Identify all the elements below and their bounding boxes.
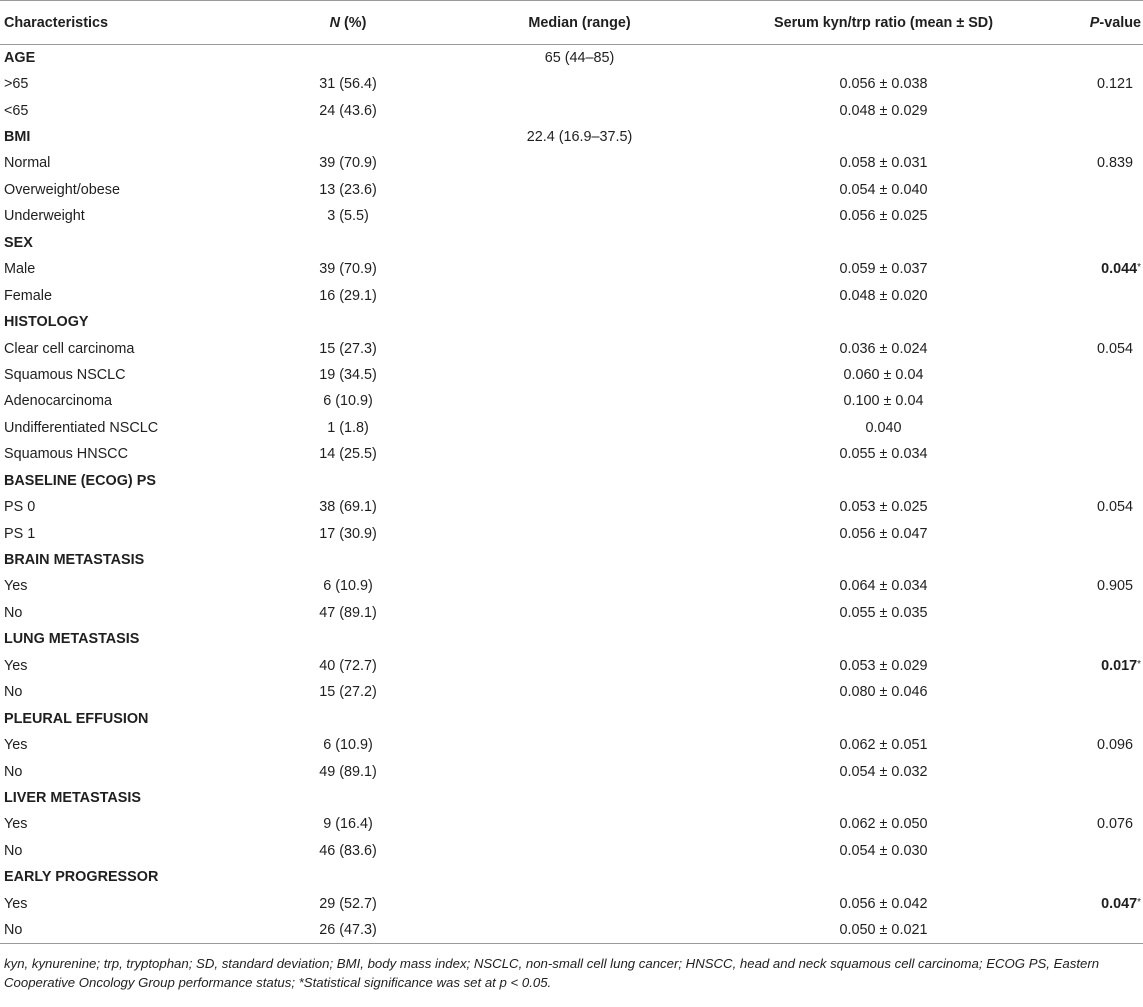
table-row [0, 811, 1143, 837]
table-row [0, 732, 1143, 758]
n-percent-cell [243, 626, 453, 652]
n-percent-cell: 26 (47.3) [243, 917, 453, 943]
kyn-trp-ratio-cell: 0.040 [865, 419, 902, 436]
kyn-trp-ratio-cell: 0.036 ± 0.024 [839, 340, 928, 357]
row-label: Overweight/obese [4, 181, 120, 198]
n-percent-cell: 40 (72.7) [319, 657, 377, 674]
table-row [0, 203, 1143, 229]
n-percent-cell: 49 (89.1) [319, 763, 377, 780]
p-value-cell: 0.096 [1096, 737, 1133, 754]
section-label: BMI [4, 129, 31, 146]
row-label: Adenocarcinoma [4, 393, 112, 410]
p-value-cell [1061, 917, 1143, 943]
p-value-cell [1061, 177, 1143, 203]
section-header-row [0, 626, 1143, 652]
section-label: SEX [4, 234, 33, 251]
kyn-trp-ratio-cell [706, 626, 1061, 652]
section-header-row [0, 785, 1143, 811]
row-label: No [4, 604, 23, 621]
row-label: Yes [4, 737, 28, 754]
median-range-cell [453, 256, 706, 282]
row-label: Underweight [4, 208, 85, 225]
p-value-cell [1061, 785, 1143, 811]
n-percent-cell: 15 (27.2) [319, 684, 377, 701]
p-value-cell [1061, 282, 1143, 308]
p-value-significant: 0.017 [1101, 657, 1138, 674]
section-header-row [0, 45, 1143, 71]
median-range-cell: 65 (44–85) [544, 49, 615, 66]
p-value-cell: 0.839 [1096, 155, 1133, 172]
n-percent-cell: 14 (25.5) [319, 446, 377, 463]
p-value-cell [1061, 520, 1143, 546]
table-row [0, 415, 1143, 441]
kyn-trp-ratio-cell: 0.050 ± 0.021 [706, 917, 1061, 943]
kyn-trp-ratio-cell: 0.056 ± 0.047 [839, 525, 928, 542]
median-range-cell [453, 864, 706, 890]
p-value-cell [1061, 600, 1143, 626]
median-range-cell: 22.4 (16.9–37.5) [526, 129, 633, 146]
p-value-cell [1061, 653, 1143, 679]
row-label: Yes [4, 816, 28, 833]
n-percent-cell [243, 785, 453, 811]
kyn-trp-ratio-cell: 0.054 ± 0.032 [839, 763, 928, 780]
table-row [0, 917, 1143, 943]
table-header [0, 1, 1143, 45]
median-range-cell [453, 811, 706, 837]
table-row [0, 520, 1143, 546]
n-percent-cell: 29 (52.7) [319, 895, 377, 912]
section-label: HISTOLOGY [4, 314, 89, 331]
table-row [0, 150, 1143, 176]
row-label: Female [4, 287, 52, 304]
median-range-cell [453, 917, 706, 943]
kyn-trp-ratio-cell: 0.062 ± 0.050 [839, 816, 928, 833]
n-percent-cell [243, 547, 453, 573]
p-value-cell [1061, 230, 1143, 256]
median-range-cell [453, 441, 706, 467]
median-range-cell [453, 891, 706, 917]
n-percent-cell: 16 (29.1) [319, 287, 377, 304]
section-header-row [0, 705, 1143, 731]
section-label: AGE [4, 49, 36, 66]
table-row [0, 653, 1143, 679]
row-label: No [4, 842, 23, 859]
row-label: Normal [4, 155, 51, 172]
median-range-cell [453, 705, 706, 731]
row-label: Yes [4, 895, 28, 912]
p-value-cell: 0.054 [1096, 340, 1133, 357]
median-range-cell [453, 573, 706, 599]
p-value-cell [1061, 415, 1143, 441]
p-value-cell [1061, 705, 1143, 731]
section-header-row [0, 864, 1143, 890]
kyn-trp-ratio-cell: 0.060 ± 0.04 [843, 366, 924, 383]
table-row [0, 838, 1143, 864]
p-value-cell [1061, 679, 1143, 705]
median-range-cell [453, 388, 706, 414]
kyn-trp-ratio-cell [706, 230, 1061, 256]
header-n-percent [243, 1, 453, 45]
n-percent-cell [243, 468, 453, 494]
significance-marker: * [1137, 262, 1141, 274]
median-range-cell [453, 679, 706, 705]
kyn-trp-ratio-cell: 0.056 ± 0.025 [839, 208, 928, 225]
header-p-value [1061, 1, 1143, 45]
n-percent-cell: 17 (30.9) [319, 525, 377, 542]
median-range-cell [453, 230, 706, 256]
p-value-cell [1061, 547, 1143, 573]
median-range-cell [453, 653, 706, 679]
median-range-cell [453, 758, 706, 784]
row-label: Yes [4, 578, 28, 595]
row-label: Yes [4, 657, 28, 674]
median-range-cell [453, 203, 706, 229]
n-percent-cell: 46 (83.6) [319, 842, 377, 859]
significance-marker: * [1137, 896, 1141, 908]
median-range-cell [453, 600, 706, 626]
n-percent-cell: 3 (5.5) [327, 208, 369, 225]
n-percent-cell: 1 (1.8) [327, 419, 369, 436]
n-percent-cell [243, 309, 453, 335]
n-percent-cell: 9 (16.4) [323, 816, 373, 833]
p-value-cell: 0.905 [1096, 578, 1133, 595]
p-value-cell [1061, 362, 1143, 388]
header-row [0, 1, 1143, 45]
row-label: <65 [4, 102, 29, 119]
row-label: Male [4, 261, 36, 278]
p-value-cell [1061, 891, 1143, 917]
n-percent-cell: 31 (56.4) [319, 76, 377, 93]
header-n-rest: (%) [340, 14, 367, 31]
kyn-trp-ratio-cell: 0.100 ± 0.04 [843, 393, 924, 410]
n-percent-cell: 6 (10.9) [323, 578, 373, 595]
section-label: PLEURAL EFFUSION [4, 710, 149, 727]
p-value-cell [1061, 256, 1143, 282]
median-range-cell [453, 177, 706, 203]
n-percent-cell: 39 (70.9) [319, 261, 377, 278]
kyn-trp-ratio-cell: 0.048 ± 0.029 [839, 102, 928, 119]
section-label: BASELINE (ECOG) PS [4, 472, 156, 489]
row-label: No [4, 763, 23, 780]
kyn-trp-ratio-cell: 0.054 ± 0.030 [839, 842, 928, 859]
table-row [0, 256, 1143, 282]
row-label: >65 [4, 76, 29, 93]
table-row [0, 97, 1143, 123]
n-percent-cell [243, 45, 453, 71]
median-range-cell [453, 335, 706, 361]
kyn-trp-ratio-cell: 0.080 ± 0.046 [839, 684, 928, 701]
n-percent-cell: 38 (69.1) [319, 499, 377, 516]
table-row [0, 335, 1143, 361]
table-row [0, 71, 1143, 97]
median-range-cell [453, 150, 706, 176]
header-p-italic: P [1089, 14, 1100, 31]
p-value-cell [1061, 626, 1143, 652]
kyn-trp-ratio-cell [706, 468, 1061, 494]
section-label: EARLY PROGRESSOR [4, 869, 159, 886]
table-row [0, 679, 1143, 705]
table-footnote: kyn, kynurenine; trp, tryptophan; SD, standard deviation; BMI, body mass index; NSCLC, non-small cell lung cancer; HNSCC, head and neck squamous cell carcinoma; ECOG PS, Eastern Cooperative Oncology Group performance status; *Statistical significance was set at p < 0.05. [4, 955, 1100, 991]
kyn-trp-ratio-cell: 0.054 ± 0.040 [839, 181, 928, 198]
n-percent-cell: 39 (70.9) [319, 155, 377, 172]
significance-marker: * [1137, 658, 1141, 670]
section-label: LIVER METASTASIS [4, 789, 141, 806]
table-body [0, 45, 1143, 944]
kyn-trp-ratio-cell: 0.055 ± 0.035 [839, 604, 928, 621]
table-row [0, 891, 1143, 917]
table-row [0, 494, 1143, 520]
kyn-trp-ratio-cell [706, 864, 1061, 890]
kyn-trp-ratio-cell: 0.062 ± 0.051 [839, 737, 928, 754]
kyn-trp-ratio-cell: 0.053 ± 0.029 [839, 657, 928, 674]
p-value-cell [1061, 124, 1143, 150]
median-range-cell [453, 309, 706, 335]
p-value-cell [1061, 758, 1143, 784]
median-range-cell [453, 547, 706, 573]
median-range-cell [453, 71, 706, 97]
header-median-range: Median (range) [453, 1, 706, 45]
header-n-italic: N [329, 14, 340, 31]
kyn-trp-ratio-cell: 0.058 ± 0.031 [839, 155, 928, 172]
kyn-trp-ratio-cell: 0.055 ± 0.034 [839, 446, 928, 463]
p-value-cell [1061, 309, 1143, 335]
table-row [0, 282, 1143, 308]
median-range-cell [453, 732, 706, 758]
p-value-cell: 0.054 [1096, 499, 1133, 516]
table-row [0, 388, 1143, 414]
kyn-trp-ratio-cell [706, 547, 1061, 573]
kyn-trp-ratio-cell [706, 124, 1061, 150]
row-label: PS 1 [4, 525, 36, 542]
table-row [0, 177, 1143, 203]
p-value-cell: 0.121 [1096, 76, 1133, 93]
row-label: Undifferentiated NSCLC [4, 419, 159, 436]
section-header-row [0, 124, 1143, 150]
p-value-significant: 0.047 [1101, 895, 1138, 912]
median-range-cell [453, 785, 706, 811]
p-value-cell [1061, 468, 1143, 494]
section-header-row [0, 547, 1143, 573]
median-range-cell [453, 97, 706, 123]
section-header-row [0, 468, 1143, 494]
table-row [0, 573, 1143, 599]
n-percent-cell: 19 (34.5) [319, 366, 377, 383]
row-label: Squamous HNSCC [4, 446, 128, 463]
kyn-trp-ratio-cell: 0.056 ± 0.038 [839, 76, 928, 93]
section-header-row [0, 309, 1143, 335]
header-characteristics: Characteristics [0, 1, 243, 45]
section-header-row [0, 230, 1143, 256]
median-range-cell [453, 520, 706, 546]
header-p-rest: -value [1099, 14, 1141, 31]
median-range-cell [453, 494, 706, 520]
median-range-cell [453, 626, 706, 652]
kyn-trp-ratio-cell: 0.059 ± 0.037 [839, 261, 928, 278]
section-label: LUNG METASTASIS [4, 631, 140, 648]
kyn-trp-ratio-cell [706, 309, 1061, 335]
p-value-cell: 0.076 [1096, 816, 1133, 833]
p-value-cell [1061, 441, 1143, 467]
p-value-cell [1061, 864, 1143, 890]
n-percent-cell [243, 124, 453, 150]
row-label: PS 0 [4, 499, 36, 516]
median-range-cell [453, 468, 706, 494]
row-label: Clear cell carcinoma [4, 340, 135, 357]
p-value-significant: 0.044 [1101, 261, 1138, 278]
kyn-trp-ratio-cell: 0.056 ± 0.042 [839, 895, 928, 912]
kyn-trp-ratio-cell: 0.048 ± 0.020 [839, 287, 928, 304]
p-value-cell [1061, 203, 1143, 229]
n-percent-cell: 24 (43.6) [319, 102, 377, 119]
table-row [0, 758, 1143, 784]
p-value-cell [1061, 838, 1143, 864]
p-value-cell [1061, 45, 1143, 71]
p-value-cell [1061, 388, 1143, 414]
table-row [0, 441, 1143, 467]
n-percent-cell: 15 (27.3) [319, 340, 377, 357]
n-percent-cell [243, 705, 453, 731]
kyn-trp-ratio-cell [706, 705, 1061, 731]
n-percent-cell: 13 (23.6) [319, 181, 377, 198]
n-percent-cell: 47 (89.1) [319, 604, 377, 621]
n-percent-cell: 6 (10.9) [323, 737, 373, 754]
median-range-cell [453, 282, 706, 308]
n-percent-cell: 6 (10.9) [323, 393, 373, 410]
kyn-trp-ratio-cell [706, 785, 1061, 811]
section-label: BRAIN METASTASIS [4, 552, 145, 569]
row-label: No [0, 917, 243, 943]
header-kyn-trp-ratio: Serum kyn/trp ratio (mean ± SD) [706, 1, 1061, 45]
median-range-cell [453, 415, 706, 441]
p-value-cell [1061, 97, 1143, 123]
n-percent-cell [243, 230, 453, 256]
row-label: No [4, 684, 23, 701]
kyn-trp-ratio-cell: 0.053 ± 0.025 [839, 499, 928, 516]
n-percent-cell [243, 864, 453, 890]
table-row [0, 600, 1143, 626]
kyn-trp-ratio-cell: 0.064 ± 0.034 [839, 578, 928, 595]
row-label: Squamous NSCLC [4, 366, 126, 383]
median-range-cell [453, 362, 706, 388]
table-row [0, 362, 1143, 388]
median-range-cell [453, 838, 706, 864]
kyn-trp-ratio-cell [706, 45, 1061, 71]
